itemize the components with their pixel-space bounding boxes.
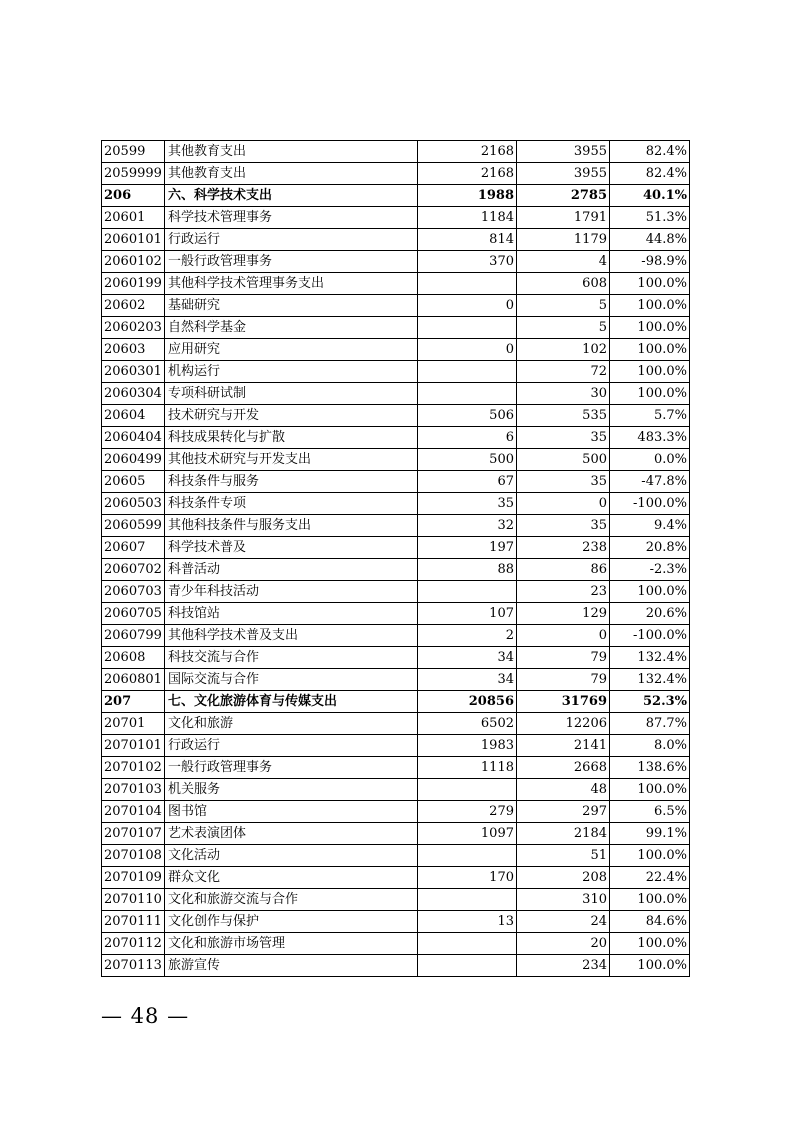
row-curr-value: 238 [517, 537, 610, 559]
row-name: 其他教育支出 [165, 141, 418, 163]
row-curr-value: 2785 [517, 185, 610, 207]
row-curr-value: 3955 [517, 141, 610, 163]
table-row [102, 273, 690, 295]
table-row [102, 317, 690, 339]
row-prev-value: 6502 [418, 713, 517, 735]
row-code: 2060799 [102, 625, 165, 647]
row-curr-value: 2141 [517, 735, 610, 757]
row-change-pct: 8.0% [610, 735, 690, 757]
table-row [102, 361, 690, 383]
row-prev-value: 1983 [418, 735, 517, 757]
row-change-pct: 100.0% [610, 933, 690, 955]
row-change-pct: 132.4% [610, 647, 690, 669]
row-code: 2070107 [102, 823, 165, 845]
row-name: 机构运行 [165, 361, 418, 383]
row-curr-value: 535 [517, 405, 610, 427]
row-name: 专项科研试制 [165, 383, 418, 405]
row-code: 2060304 [102, 383, 165, 405]
row-code: 2070111 [102, 911, 165, 933]
row-prev-value: 279 [418, 801, 517, 823]
table-row [102, 559, 690, 581]
row-prev-value [418, 933, 517, 955]
table-row [102, 625, 690, 647]
row-name: 科技条件专项 [165, 493, 418, 515]
row-curr-value: 48 [517, 779, 610, 801]
row-name: 旅游宣传 [165, 955, 418, 977]
row-change-pct: 100.0% [610, 955, 690, 977]
row-name: 其他教育支出 [165, 163, 418, 185]
row-change-pct: 44.8% [610, 229, 690, 251]
row-code: 20608 [102, 647, 165, 669]
table-row [102, 889, 690, 911]
row-name: 六、科学技术支出 [165, 185, 418, 207]
row-change-pct: 9.4% [610, 515, 690, 537]
table-row [102, 449, 690, 471]
row-change-pct: 100.0% [610, 361, 690, 383]
row-prev-value: 370 [418, 251, 517, 273]
row-name: 行政运行 [165, 735, 418, 757]
budget-table [101, 140, 690, 977]
row-name: 技术研究与开发 [165, 405, 418, 427]
row-name: 其他科学技术管理事务支出 [165, 273, 418, 295]
table-row [102, 713, 690, 735]
row-name: 其他科学技术普及支出 [165, 625, 418, 647]
row-name: 应用研究 [165, 339, 418, 361]
row-prev-value: 170 [418, 867, 517, 889]
row-name: 群众文化 [165, 867, 418, 889]
row-curr-value: 5 [517, 295, 610, 317]
table-row [102, 691, 690, 713]
table-row [102, 185, 690, 207]
table-row [102, 801, 690, 823]
row-change-pct: 100.0% [610, 779, 690, 801]
row-name: 科普活动 [165, 559, 418, 581]
row-code: 2070112 [102, 933, 165, 955]
row-name: 文化创作与保护 [165, 911, 418, 933]
row-curr-value: 31769 [517, 691, 610, 713]
row-change-pct: 20.6% [610, 603, 690, 625]
row-curr-value: 0 [517, 493, 610, 515]
row-code: 2070109 [102, 867, 165, 889]
row-name: 图书馆 [165, 801, 418, 823]
table-row [102, 823, 690, 845]
row-code: 2060503 [102, 493, 165, 515]
row-curr-value: 72 [517, 361, 610, 383]
row-code: 2059999 [102, 163, 165, 185]
row-change-pct: 82.4% [610, 163, 690, 185]
table-row [102, 405, 690, 427]
row-curr-value: 102 [517, 339, 610, 361]
table-row [102, 207, 690, 229]
table-row [102, 537, 690, 559]
row-change-pct: 132.4% [610, 669, 690, 691]
table-row [102, 757, 690, 779]
row-code: 2060499 [102, 449, 165, 471]
row-code: 20605 [102, 471, 165, 493]
table-row [102, 911, 690, 933]
row-curr-value: 2668 [517, 757, 610, 779]
table-row [102, 163, 690, 185]
page-number: — 48 — [101, 1004, 190, 1028]
row-prev-value: 88 [418, 559, 517, 581]
row-code: 2060199 [102, 273, 165, 295]
table-body [102, 141, 690, 977]
row-code: 2070110 [102, 889, 165, 911]
row-prev-value [418, 581, 517, 603]
row-change-pct: -2.3% [610, 559, 690, 581]
row-name: 科技馆站 [165, 603, 418, 625]
row-prev-value: 13 [418, 911, 517, 933]
row-name: 科技条件与服务 [165, 471, 418, 493]
row-change-pct: 6.5% [610, 801, 690, 823]
row-code: 2070102 [102, 757, 165, 779]
row-prev-value [418, 317, 517, 339]
row-change-pct: 20.8% [610, 537, 690, 559]
row-curr-value: 12206 [517, 713, 610, 735]
row-code: 20604 [102, 405, 165, 427]
row-name: 文化活动 [165, 845, 418, 867]
row-code: 2060702 [102, 559, 165, 581]
row-curr-value: 35 [517, 515, 610, 537]
row-code: 2060102 [102, 251, 165, 273]
row-code: 207 [102, 691, 165, 713]
row-change-pct: -47.8% [610, 471, 690, 493]
row-prev-value: 35 [418, 493, 517, 515]
table-row [102, 647, 690, 669]
row-code: 2060203 [102, 317, 165, 339]
row-curr-value: 1791 [517, 207, 610, 229]
row-prev-value: 197 [418, 537, 517, 559]
row-prev-value [418, 889, 517, 911]
row-prev-value: 107 [418, 603, 517, 625]
row-curr-value: 234 [517, 955, 610, 977]
row-change-pct: 52.3% [610, 691, 690, 713]
row-code: 2060101 [102, 229, 165, 251]
row-prev-value: 506 [418, 405, 517, 427]
row-curr-value: 4 [517, 251, 610, 273]
table-row [102, 229, 690, 251]
row-change-pct: 51.3% [610, 207, 690, 229]
row-name: 其他科技条件与服务支出 [165, 515, 418, 537]
table-row [102, 427, 690, 449]
row-code: 20601 [102, 207, 165, 229]
row-name: 科学技术管理事务 [165, 207, 418, 229]
table-row [102, 933, 690, 955]
row-curr-value: 0 [517, 625, 610, 647]
table-row [102, 471, 690, 493]
row-change-pct: 99.1% [610, 823, 690, 845]
row-prev-value: 67 [418, 471, 517, 493]
row-name: 青少年科技活动 [165, 581, 418, 603]
table-row [102, 603, 690, 625]
row-curr-value: 79 [517, 647, 610, 669]
row-prev-value: 0 [418, 295, 517, 317]
row-change-pct: 138.6% [610, 757, 690, 779]
row-change-pct: 100.0% [610, 317, 690, 339]
row-name: 一般行政管理事务 [165, 757, 418, 779]
row-prev-value: 2168 [418, 141, 517, 163]
row-name: 科技成果转化与扩散 [165, 427, 418, 449]
row-curr-value: 297 [517, 801, 610, 823]
row-code: 2070104 [102, 801, 165, 823]
row-name: 其他技术研究与开发支出 [165, 449, 418, 471]
row-name: 文化和旅游市场管理 [165, 933, 418, 955]
table-row [102, 339, 690, 361]
row-change-pct: 0.0% [610, 449, 690, 471]
row-curr-value: 24 [517, 911, 610, 933]
row-curr-value: 79 [517, 669, 610, 691]
row-change-pct: 100.0% [610, 845, 690, 867]
row-change-pct: -100.0% [610, 625, 690, 647]
row-change-pct: 100.0% [610, 273, 690, 295]
row-curr-value: 30 [517, 383, 610, 405]
row-name: 行政运行 [165, 229, 418, 251]
row-prev-value: 1184 [418, 207, 517, 229]
row-code: 2070108 [102, 845, 165, 867]
row-name: 机关服务 [165, 779, 418, 801]
row-prev-value: 34 [418, 647, 517, 669]
row-curr-value: 5 [517, 317, 610, 339]
row-change-pct: 100.0% [610, 581, 690, 603]
row-curr-value: 23 [517, 581, 610, 603]
row-change-pct: 100.0% [610, 295, 690, 317]
table-row [102, 669, 690, 691]
row-change-pct: 84.6% [610, 911, 690, 933]
row-curr-value: 1179 [517, 229, 610, 251]
row-code: 20607 [102, 537, 165, 559]
row-code: 20602 [102, 295, 165, 317]
row-name: 科学技术普及 [165, 537, 418, 559]
row-name: 七、文化旅游体育与传媒支出 [165, 691, 418, 713]
row-code: 2060599 [102, 515, 165, 537]
row-change-pct: -100.0% [610, 493, 690, 515]
table-row [102, 141, 690, 163]
table-row [102, 295, 690, 317]
row-prev-value [418, 779, 517, 801]
row-prev-value [418, 383, 517, 405]
row-prev-value: 2 [418, 625, 517, 647]
row-curr-value: 35 [517, 427, 610, 449]
row-curr-value: 35 [517, 471, 610, 493]
row-code: 2060801 [102, 669, 165, 691]
table-row [102, 845, 690, 867]
row-curr-value: 20 [517, 933, 610, 955]
row-curr-value: 310 [517, 889, 610, 911]
row-code: 20701 [102, 713, 165, 735]
row-curr-value: 608 [517, 273, 610, 295]
row-code: 2060703 [102, 581, 165, 603]
row-prev-value: 2168 [418, 163, 517, 185]
row-curr-value: 500 [517, 449, 610, 471]
row-prev-value: 1118 [418, 757, 517, 779]
row-prev-value [418, 361, 517, 383]
row-code: 20599 [102, 141, 165, 163]
row-curr-value: 208 [517, 867, 610, 889]
table-row [102, 251, 690, 273]
row-name: 科技交流与合作 [165, 647, 418, 669]
table-row [102, 955, 690, 977]
row-curr-value: 129 [517, 603, 610, 625]
row-curr-value: 3955 [517, 163, 610, 185]
table-row [102, 779, 690, 801]
row-prev-value: 34 [418, 669, 517, 691]
row-prev-value [418, 955, 517, 977]
row-code: 2070101 [102, 735, 165, 757]
row-prev-value: 20856 [418, 691, 517, 713]
table-row [102, 493, 690, 515]
row-name: 文化和旅游 [165, 713, 418, 735]
row-code: 2070113 [102, 955, 165, 977]
table-row [102, 383, 690, 405]
row-prev-value: 1097 [418, 823, 517, 845]
row-code: 2070103 [102, 779, 165, 801]
row-change-pct: 100.0% [610, 383, 690, 405]
table-row [102, 515, 690, 537]
row-change-pct: 100.0% [610, 339, 690, 361]
row-name: 自然科学基金 [165, 317, 418, 339]
row-prev-value: 500 [418, 449, 517, 471]
row-curr-value: 86 [517, 559, 610, 581]
row-change-pct: 82.4% [610, 141, 690, 163]
row-change-pct: 87.7% [610, 713, 690, 735]
row-prev-value [418, 845, 517, 867]
row-prev-value: 6 [418, 427, 517, 449]
row-curr-value: 51 [517, 845, 610, 867]
row-change-pct: 483.3% [610, 427, 690, 449]
row-name: 艺术表演团体 [165, 823, 418, 845]
row-code: 2060404 [102, 427, 165, 449]
row-change-pct: 22.4% [610, 867, 690, 889]
row-change-pct: 40.1% [610, 185, 690, 207]
row-prev-value: 814 [418, 229, 517, 251]
row-code: 2060705 [102, 603, 165, 625]
row-change-pct: -98.9% [610, 251, 690, 273]
row-code: 206 [102, 185, 165, 207]
row-prev-value: 0 [418, 339, 517, 361]
table-row [102, 581, 690, 603]
table-row [102, 867, 690, 889]
row-code: 20603 [102, 339, 165, 361]
row-prev-value [418, 273, 517, 295]
row-name: 国际交流与合作 [165, 669, 418, 691]
row-code: 2060301 [102, 361, 165, 383]
row-change-pct: 5.7% [610, 405, 690, 427]
row-name: 一般行政管理事务 [165, 251, 418, 273]
row-prev-value: 1988 [418, 185, 517, 207]
row-change-pct: 100.0% [610, 889, 690, 911]
row-name: 基础研究 [165, 295, 418, 317]
row-name: 文化和旅游交流与合作 [165, 889, 418, 911]
table-row [102, 735, 690, 757]
row-curr-value: 2184 [517, 823, 610, 845]
row-prev-value: 32 [418, 515, 517, 537]
